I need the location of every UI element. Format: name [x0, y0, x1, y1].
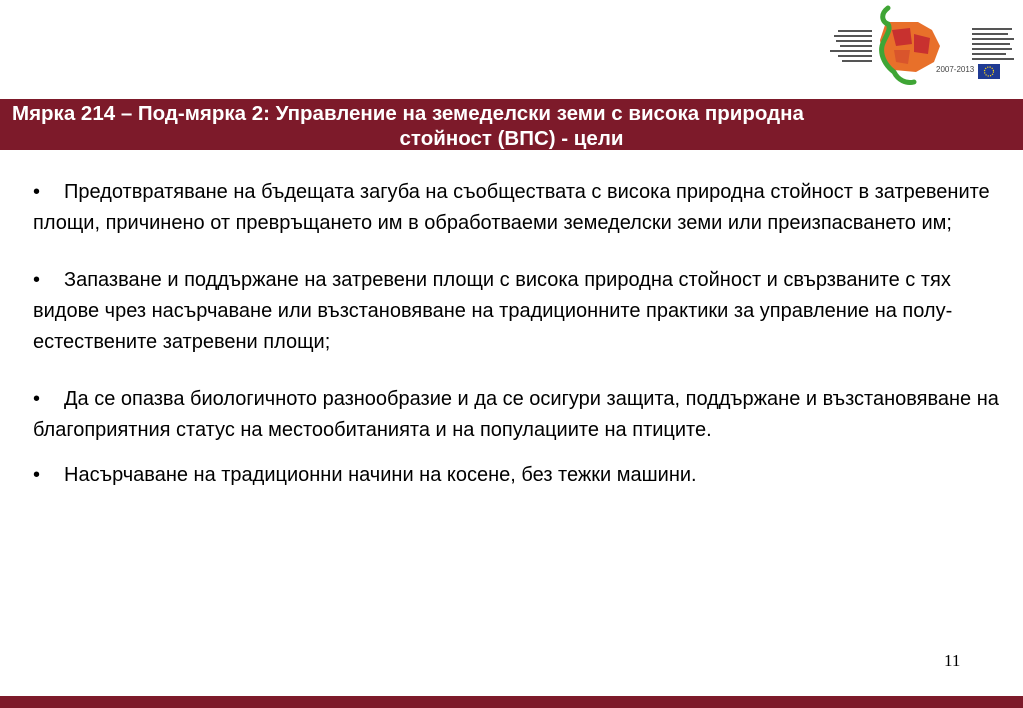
list-item: [33, 177, 1008, 239]
slide-title-line1: Мярка 214 – Под-мярка 2: Управление на земеделски земи с висока природна: [12, 102, 804, 125]
bulgaria-map-icon: [880, 8, 940, 83]
slide-title: [0, 101, 1023, 150]
footer-bar: [0, 696, 1023, 708]
slide-title-line2: стойност (ВПС) - цели: [399, 127, 624, 150]
year-range-label: 2007-2013: [936, 65, 975, 74]
list-item: [33, 265, 1008, 358]
bullet-list: [33, 177, 1008, 517]
bullet-marker: •: [33, 388, 41, 410]
bullet-text: Предотвратяване на бъдещата загуба на съобществата с висока природна стойност в затревените площи, причинено от превръщането им в обработваеми земеделски земи или преизпасването им;: [33, 181, 990, 234]
program-name-text: [830, 30, 872, 62]
eafrd-text: [972, 28, 1014, 60]
list-item: [33, 460, 1008, 491]
bullet-text: Насърчаване на традиционни начини на косене, без тежки машини.: [64, 464, 697, 486]
eu-flag-icon: [978, 64, 1000, 79]
title-bar: [0, 99, 1023, 150]
bullet-marker: •: [33, 181, 41, 203]
list-item: [33, 384, 1008, 446]
bullet-marker: •: [33, 269, 41, 291]
bullet-text: Да се опазва биологичното разнообразие и да се осигури защита, поддържане и възстановяване на благоприятния статус на местообитанията и на популациите на птиците.: [33, 388, 999, 441]
bullet-marker: •: [33, 464, 41, 486]
bullet-text: Запазване и поддържане на затревени площи с висока природна стойност и свързваните с тях видове чрез насърчаване или възстановяване на традиционните практики за управление на полу-естествените затревени площи;: [33, 269, 953, 353]
program-logo: [822, 0, 1023, 94]
page-number: 11: [944, 651, 961, 670]
